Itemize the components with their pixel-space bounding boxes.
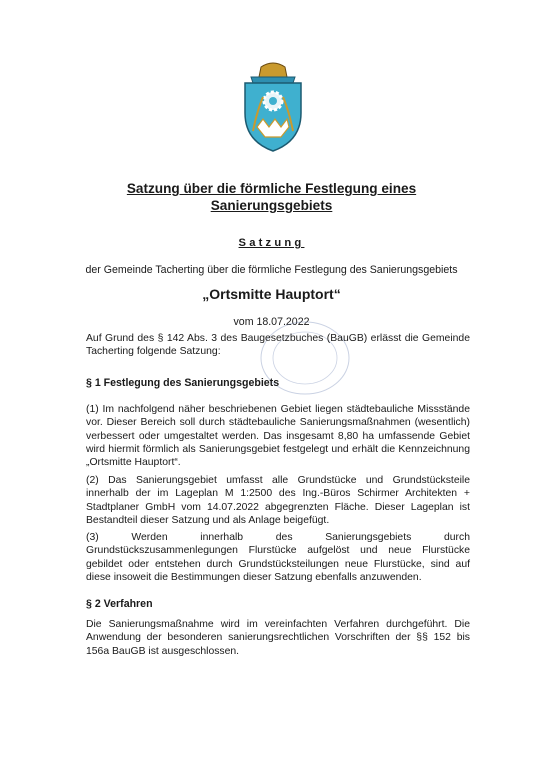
document-date: vom 18.07.2022 — [233, 316, 310, 328]
document-title — [70, 180, 473, 214]
subtitle: Satzung — [238, 237, 305, 249]
section-1-paragraph-3: (3) Werden innerhalb des Sanierungsgebiets durch Grundstückszusammenlegungen Flurstücke aufgelöst und neue Flurstücke gebildet oder entstehen durch Grundstücksteilungen neue Flurstücke, sind auf diese insoweit die Bestimmungen dieser Satzung ebenfalls anzuwenden. — [86, 532, 470, 583]
section-1-heading: § 1 Festlegung des Sanierungsgebiets — [86, 377, 280, 389]
title-line-2: Sanierungsgebiets — [210, 198, 333, 213]
intro-line: der Gemeinde Tacherting über die förmliche Festlegung des Sanierungsgebiets — [85, 264, 458, 276]
section-1-paragraph-2: (2) Das Sanierungsgebiet umfasst alle Grundstücke und Grundstücksteile innerhalb der im Lageplan M 1:2500 des Ing.-Büros Schirmer Architekten + Stadtplaner GmbH vom 14.07.2022 abgegrenzten Fläche. Dieser Lageplan ist Bestandteil dieser Satzung und als Anlage beigefügt. — [86, 475, 470, 526]
section-2-heading: § 2 Verfahren — [86, 598, 153, 610]
coat-of-arms-logo — [241, 61, 305, 153]
area-name: „Ortsmitte Hauptort“ — [202, 286, 341, 302]
preamble: Auf Grund des § 142 Abs. 3 des Baugesetzbuches (BauGB) erlässt die Gemeinde Tacherting folgende Satzung: — [86, 333, 470, 358]
section-2-paragraph-1: Die Sanierungsmaßnahme wird im vereinfachten Verfahren durchgeführt. Die Anwendung der besonderen sanierungsrechtlichen Vorschriften der §§ 152 bis 156a BauGB ist ausgeschlossen. — [86, 619, 470, 657]
title-line-1: Satzung über die förmliche Festlegung eines — [126, 181, 417, 196]
section-1-paragraph-1: (1) Im nachfolgend näher beschriebenen Gebiet liegen städtebauliche Missstände vor. Dieser Bereich soll durch städtebauliche Sanierungsmaßnahmen (wesentlich) verbessert oder umgestaltet werden. Das insgesamt 8,80 ha umfassende Gebiet wird hiermit förmlich als Sanierungsgebiet festgelegt und erhält die Kennzeichnung „Ortsmitte Hauptort“. — [86, 404, 470, 469]
